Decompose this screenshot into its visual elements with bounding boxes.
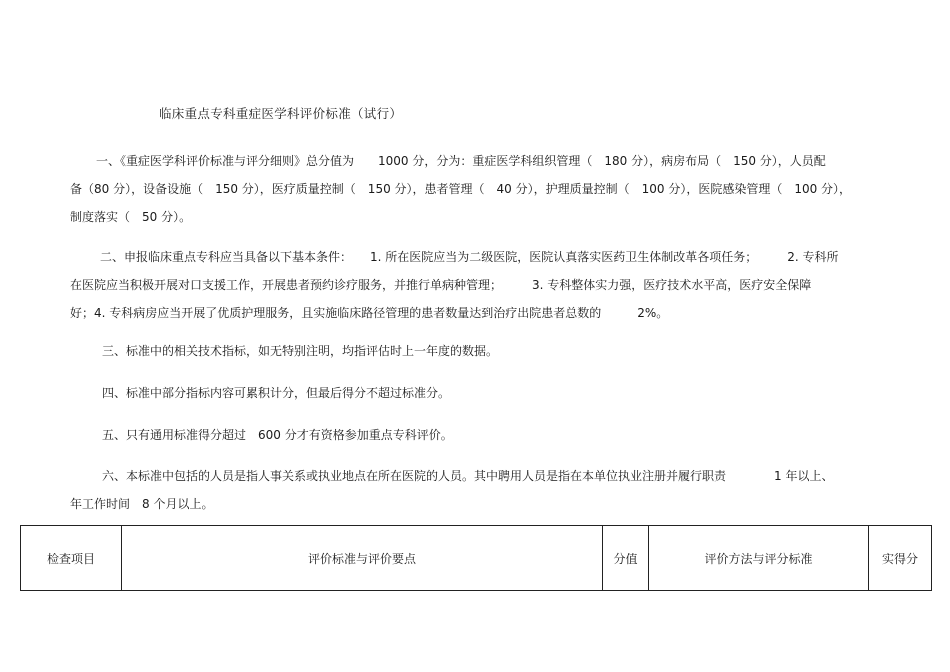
text-line: 五、只有通用标准得分超过 600 分才有资格参加重点专科评价。 [102, 428, 453, 442]
document-title: 临床重点专科重症医学科评价标准（试行） [159, 106, 403, 121]
text-line: 制度落实（ 50 分）。 [70, 210, 192, 224]
header-actual-score: 实得分 [869, 526, 932, 591]
paragraph-total-score [70, 147, 851, 231]
header-evaluation-method: 评价方法与评分标准 [649, 526, 869, 591]
paragraph-personnel-definition [70, 462, 833, 518]
header-evaluation-criteria: 评价标准与评价要点 [122, 526, 603, 591]
paragraph-basic-conditions [70, 243, 839, 327]
text-line: 备（80 分），设备设施（ 150 分），医疗质量控制（ 150 分），患者管理（ 40 分），护理质量控制（ 100 分），医院感染管理（ 100 分）， [70, 182, 852, 196]
paragraph-cumulative-scoring [102, 379, 450, 407]
paragraph-score-threshold [102, 421, 453, 449]
header-score-value: 分值 [603, 526, 649, 591]
text-line: 在医院应当积极开展对口支援工作，开展患者预约诊疗服务，并推行单病种管理； 3. 专科整体实力强，医疗技术水平高，医疗安全保障 [70, 278, 812, 292]
header-check-item: 检查项目 [21, 526, 122, 591]
text-line: 四、标准中部分指标内容可累积计分，但最后得分不超过标准分。 [102, 386, 451, 400]
text-line: 年工作时间 8 个月以上。 [70, 497, 214, 511]
text-line: 二、申报临床重点专科应当具备以下基本条件： 1. 所在医院应当为二级医院，医院认真落实医药卫生体制改革各项任务； 2. 专科所 [100, 250, 839, 264]
text-line: 六、本标准中包括的人员是指人事关系或执业地点在所在医院的人员。其中聘用人员是指在本单位执业注册并履行职责 1 年以上、 [102, 469, 834, 483]
paragraph-technical-indicators [102, 337, 498, 365]
text-line: 三、标准中的相关技术指标，如无特别注明，均指评估时上一年度的数据。 [102, 344, 499, 358]
evaluation-table [20, 525, 932, 591]
text-line: 好；4. 专科病房应当开展了优质护理服务，且实施临床路径管理的患者数量达到治疗出院患者总数的 2%。 [70, 306, 669, 320]
text-line: 一、《重症医学科评价标准与评分细则》总分值为 1000 分，分为：重症医学科组织管理（ 180 分），病房布局（ 150 分），人员配 [96, 154, 826, 168]
table-header-row [21, 526, 932, 591]
